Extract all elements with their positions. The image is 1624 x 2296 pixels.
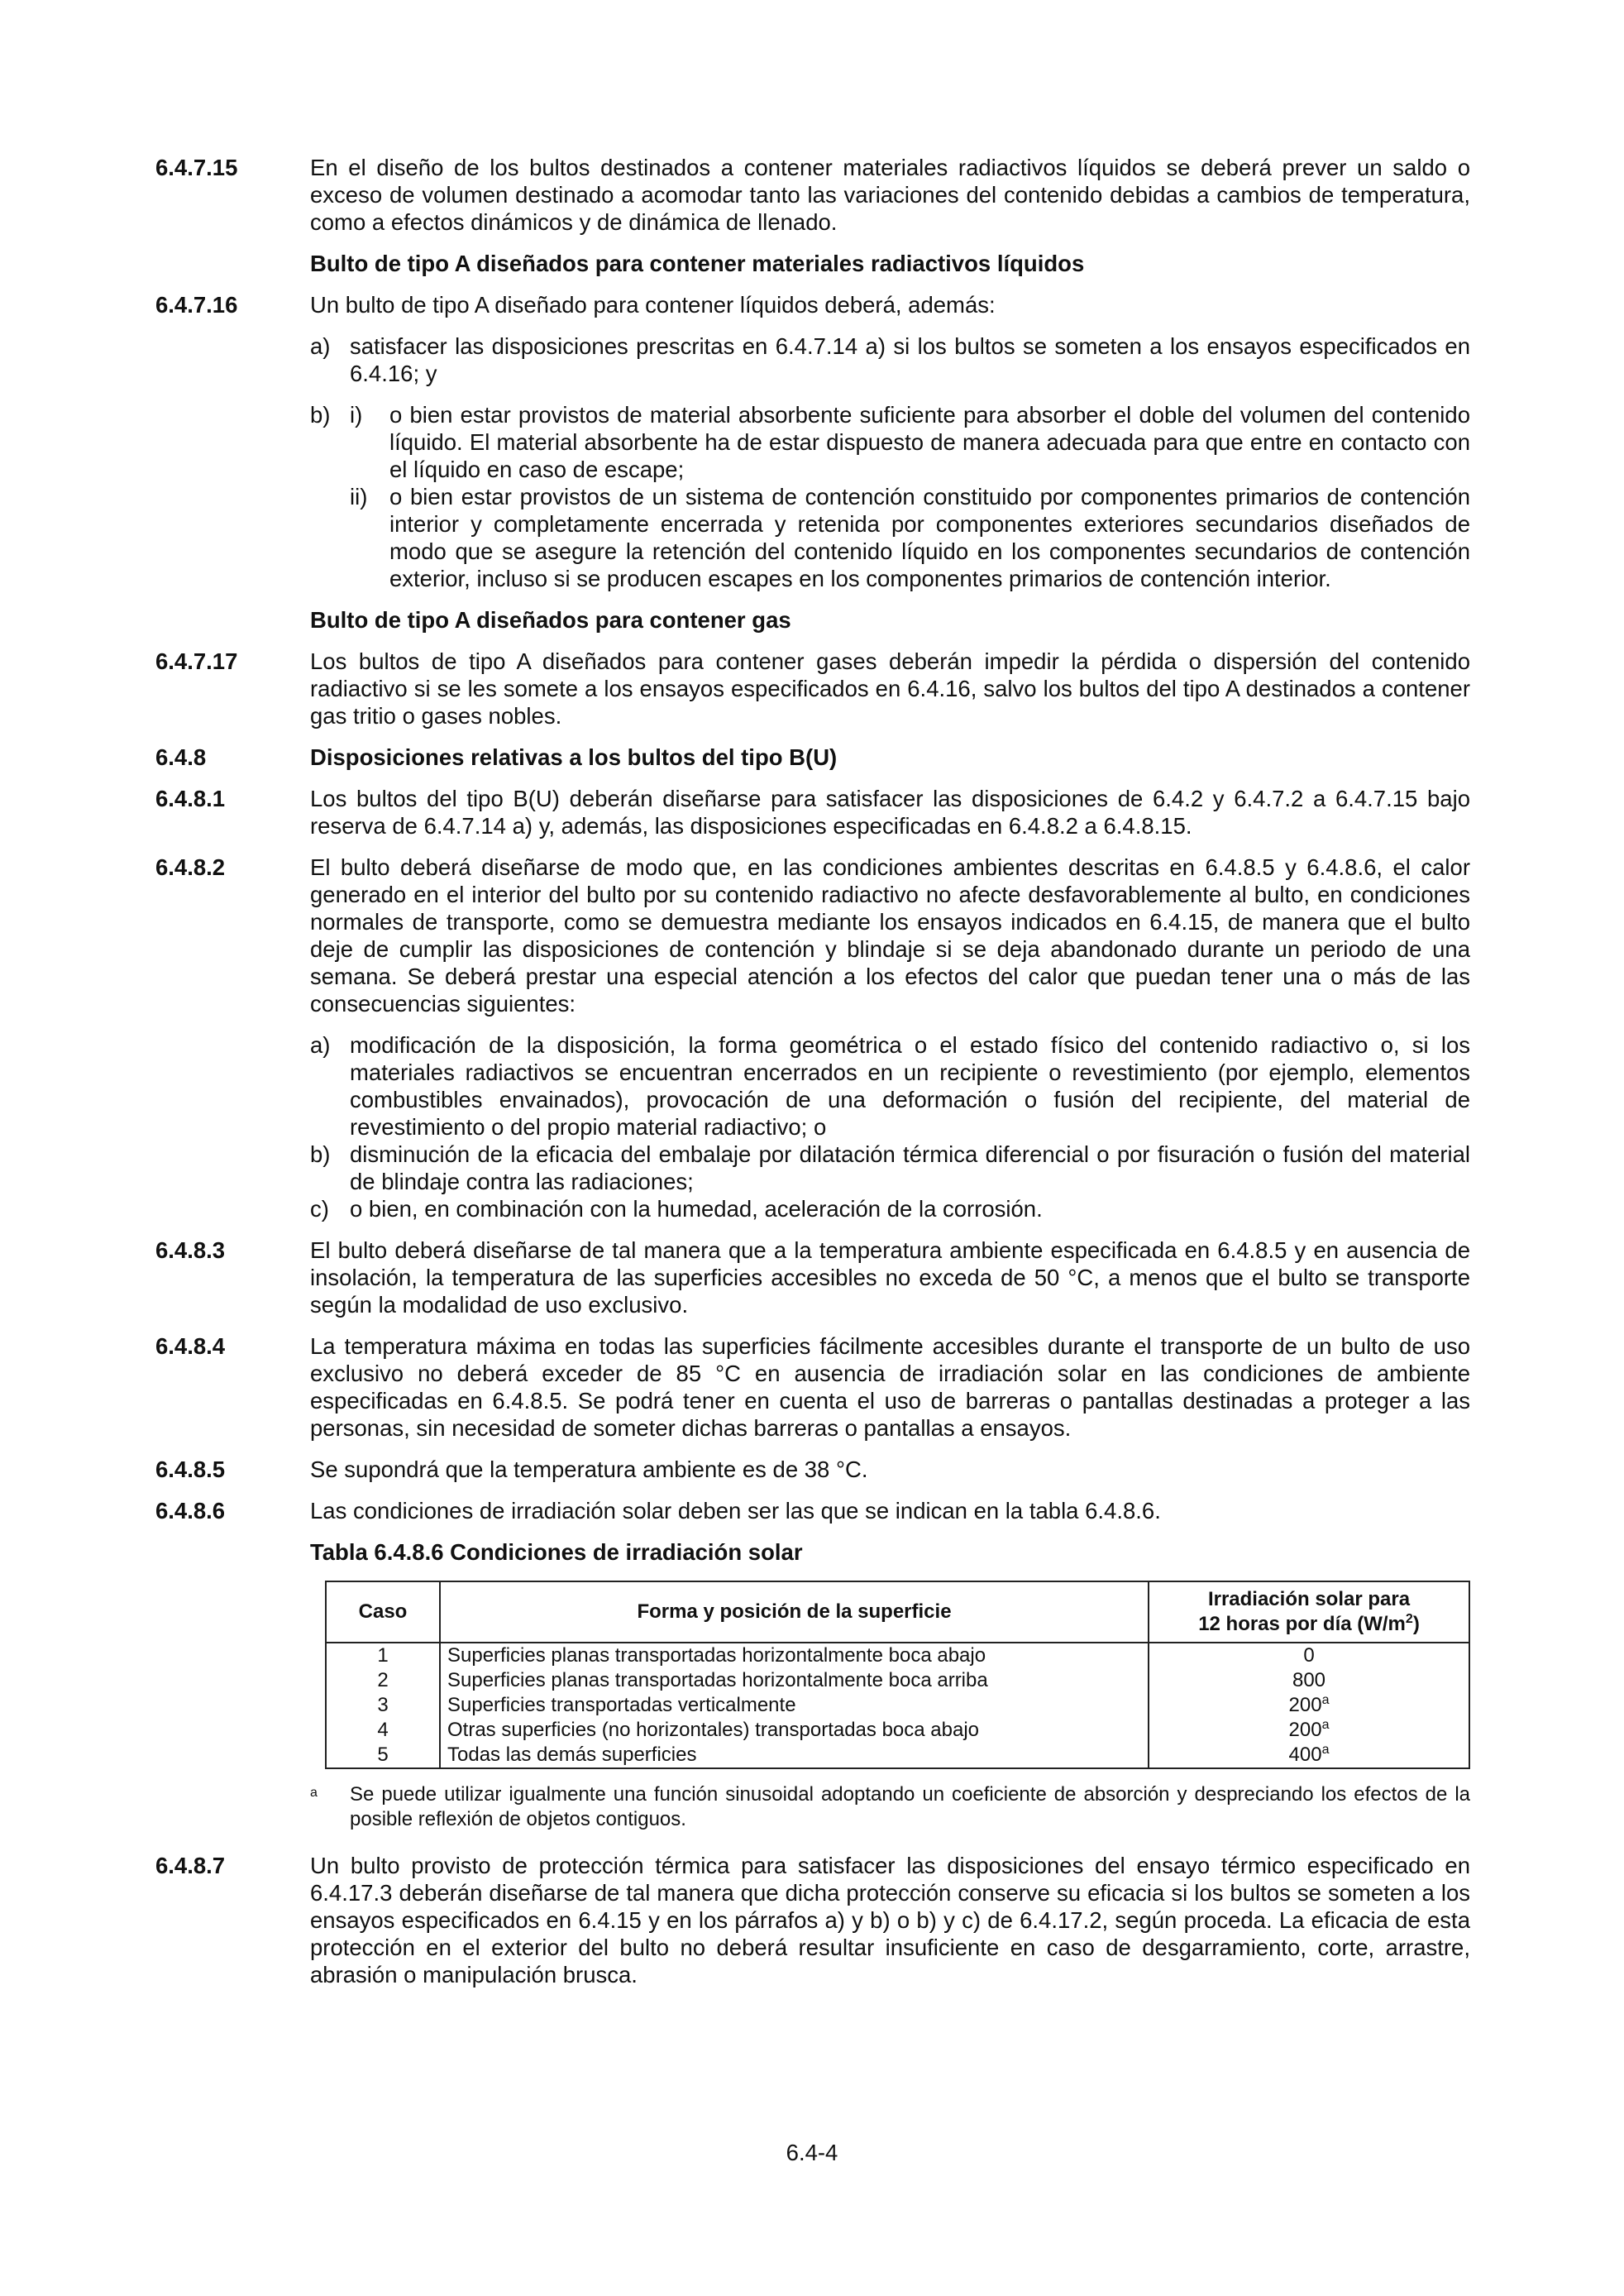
para-text: Se supondrá que la temperatura ambiente es de 38 °C. [310,1457,868,1482]
para-6-4-8-7 [155,1852,1470,1988]
para-number: 6.4.8.1 [155,786,226,811]
solar-irradiation-table [325,1581,1470,1769]
para-number: 6.4.7.15 [155,155,238,180]
para-6-4-8-4 [155,1332,1470,1442]
column-header-forma: Forma y posición de la superficie [440,1581,1149,1643]
footnote-mark: a [310,1786,318,1800]
column-header-irradiacion-line2: 12 horas por día (W/m [1198,1613,1406,1635]
footnote-ref: a [1321,1693,1330,1707]
column-header-irradiacion-line1: Irradiación solar para [1207,1588,1411,1610]
list-label: c) [310,1196,329,1222]
section-title: Disposiciones relativas a los bultos del tipo B(U) [310,744,838,770]
para-number: 6.4.8.2 [155,854,226,880]
irradiacion-value: 400 [1288,1744,1322,1766]
list-text: o bien, en combinación con la humedad, aceleración de la corrosión. [350,1196,1043,1222]
cell-irradiacion [1149,1693,1469,1718]
list-text: modificación de la disposición, la forma geométrica o el estado físico del contenido radiactivo o, si los materiales radiactivos se encuentran encerrados en un recipiente o revestimiento (por ejemplo, elementos combustibles envainados), provocación de una deformación o fusión del recipiente, del material de revestimiento o del propio material radiactivo; o [350,1032,1470,1140]
page-number: 6.4-4 [786,2140,838,2165]
list-item-b-i [350,401,1470,483]
para-number: 6.4.8.3 [155,1237,226,1263]
section-number: 6.4.8 [155,744,207,770]
table-row [326,1668,1469,1693]
section-6-4-8 [155,744,1470,771]
para-6-4-7-16 [155,291,1470,318]
para-number: 6.4.7.17 [155,648,238,674]
column-header-irradiacion [1149,1581,1469,1643]
list-6-4-8-2 [310,1031,1470,1222]
cell-caso: 4 [326,1718,440,1743]
para-text: Un bulto provisto de protección térmica para satisfacer las disposiciones del ensayo térmico especificado en 6.4.17.3 deberán diseñarse de tal manera que dicha protección conserve su eficacia si los bultos se someten a los ensayos especificados en 6.4.15 y en los párrafos a) y b) o b) y c) de 6.4.17.2, según proceda. La eficacia de esta protección en el exterior del bulto no deberá resultar insuficiente en caso de desgarramiento, corte, arrastre, abrasión o manipulación brusca. [310,1853,1470,1987]
page-content [155,154,1470,2002]
list-text: satisfacer las disposiciones prescritas en 6.4.7.14 a) si los bultos se someten a los ensayos especificados en 6.4.16; y [350,333,1470,386]
column-header-caso: Caso [326,1581,440,1643]
table-row [326,1718,1469,1743]
irradiacion-value: 200 [1288,1719,1322,1741]
table-header-row [326,1581,1469,1643]
para-text: La temperatura máxima en todas las superficies fácilmente accesibles durante el transporte de un bulto de uso exclusivo no deberá exceder de 85 °C en ausencia de irradiación solar en las condiciones de ambiente especificadas en 6.4.8.5. Se podrá tener en cuenta el uso de barreras o pantallas destinadas a proteger a las personas, sin necesidad de someter dichas barreras o pantallas a ensayos. [310,1333,1470,1441]
cell-forma: Superficies planas transportadas horizontalmente boca arriba [440,1668,1149,1693]
footnote-text: Se puede utilizar igualmente una función sinusoidal adoptando un coeficiente de absorción y despreciando los efectos de la posible reflexión de objetos contiguos. [350,1783,1470,1830]
list-item-b [310,401,1470,592]
subheading-liquidos: Bulto de tipo A diseñados para contener materiales radiactivos líquidos [310,251,1085,276]
para-text: Los bultos de tipo A diseñados para contener gases deberán impedir la pérdida o dispersión del contenido radiactivo si se les somete a los ensayos especificados en 6.4.16, salvo los bultos del tipo A destinados a contener gas tritio o gases nobles. [310,648,1470,729]
para-text: Las condiciones de irradiación solar deben ser las que se indican en la tabla 6.4.8.6. [310,1498,1161,1523]
cell-caso: 3 [326,1693,440,1718]
para-number: 6.4.8.6 [155,1498,226,1523]
cell-forma: Todas las demás superficies [440,1743,1149,1768]
cell-forma: Otras superficies (no horizontales) transportadas boca abajo [440,1718,1149,1743]
cell-irradiacion [1149,1668,1469,1693]
para-text: Los bultos del tipo B(U) deberán diseñarse para satisfacer las disposiciones de 6.4.2 y 6.4.7.2 a 6.4.7.15 bajo reserva de 6.4.7.14 a) y, además, las disposiciones especificadas en 6.4.8.2 a 6.4.8.15. [310,786,1470,839]
list-item-a [310,1031,1470,1141]
para-number: 6.4.8.4 [155,1333,226,1359]
para-6-4-8-3 [155,1236,1470,1318]
cell-caso: 5 [326,1743,440,1768]
list-label: b) [310,1141,331,1167]
para-text: El bulto deberá diseñarse de tal manera que a la temperatura ambiente especificada en 6.4.8.5 y en ausencia de insolación, la temperatura de las superficies accesibles no exceda de 50 °C, a menos que el bulto se transporte según la modalidad de uso exclusivo. [310,1237,1470,1318]
cell-forma: Superficies transportadas verticalmente [440,1693,1149,1718]
list-text: o bien estar provistos de material absorbente suficiente para absorber el doble del volumen del contenido líquido. El material absorbente ha de estar dispuesto de manera adecuada para que entre en contacto con el líquido en caso de escape; [389,402,1470,482]
list-item-b-ii [350,483,1470,592]
para-number: 6.4.7.16 [155,292,238,318]
para-text: Un bulto de tipo A diseñado para contener líquidos deberá, además: [310,292,996,318]
para-6-4-8-6 [155,1497,1470,1524]
para-number: 6.4.8.7 [155,1853,226,1878]
footnote-ref: a [1321,1743,1330,1757]
para-6-4-8-1 [155,785,1470,839]
column-header-irradiacion-close: ) [1412,1613,1420,1635]
para-text: En el diseño de los bultos destinados a contener materiales radiactivos líquidos se deberá prever un saldo o exceso de volumen destinado a acomodar tanto las variaciones del contenido debidas a cambios de temperatura, como a efectos dinámicos y de dinámica de llenado. [310,155,1470,235]
irradiacion-value: 200 [1288,1694,1322,1716]
para-number: 6.4.8.5 [155,1457,226,1482]
cell-irradiacion [1149,1743,1469,1768]
list-6-4-7-16 [310,332,1470,592]
irradiacion-value: 800 [1292,1669,1326,1691]
footnote-ref: a [1321,1718,1330,1732]
table-footnote [310,1782,1470,1832]
table-row [326,1743,1469,1768]
list-text: disminución de la eficacia del embalaje por dilatación térmica diferencial o por fisuración o fusión del material de blindaje contra las radiaciones; [350,1141,1470,1194]
table-row [326,1643,1469,1668]
cell-caso: 1 [326,1643,440,1668]
list-text: o bien estar provistos de un sistema de contención constituido por componentes primarios de contención interior y completamente encerrada y retenida por componentes exteriores secundarios diseñados de modo que se asegure la retención del contenido líquido en los componentes secundarios de contención exterior, incluso si se producen escapes en los componentes primarios de contención interior. [389,484,1470,591]
table-row [326,1693,1469,1718]
list-item-a [310,332,1470,387]
list-item-b [310,1141,1470,1195]
unit-superscript: 2 [1405,1612,1413,1626]
list-item-c [310,1195,1470,1222]
list-label: a) [310,333,331,359]
cell-caso: 2 [326,1668,440,1693]
subheading-gas: Bulto de tipo A diseñados para contener gas [310,607,791,633]
list-label: ii) [350,484,368,509]
list-label: i) [350,402,363,428]
para-6-4-7-15 [155,154,1470,236]
para-6-4-8-2 [155,854,1470,1017]
cell-forma: Superficies planas transportadas horizontalmente boca abajo [440,1643,1149,1668]
table-title: Tabla 6.4.8.6 Condiciones de irradiación solar [310,1539,803,1565]
list-label: b) [310,402,331,428]
para-6-4-7-17 [155,648,1470,729]
cell-irradiacion [1149,1643,1469,1668]
para-6-4-8-5 [155,1456,1470,1483]
para-text: El bulto deberá diseñarse de modo que, en las condiciones ambientes descritas en 6.4.8.5 y 6.4.8.6, el calor generado en el interior del bulto por su contenido radiactivo no afecte desfavorablemente al bulto, en condiciones normales de transporte, como se demuestra mediante los ensayos indicados en 6.4.15, de manera que el bulto deje de cumplir las disposiciones de contención y blindaje si se deja abandonado durante un periodo de una semana. Se deberá prestar una especial atención a los efectos del calor que puedan tener una o más de las consecuencias siguientes: [310,854,1470,1016]
cell-irradiacion [1149,1718,1469,1743]
irradiacion-value: 0 [1303,1644,1315,1667]
list-label: a) [310,1032,331,1058]
